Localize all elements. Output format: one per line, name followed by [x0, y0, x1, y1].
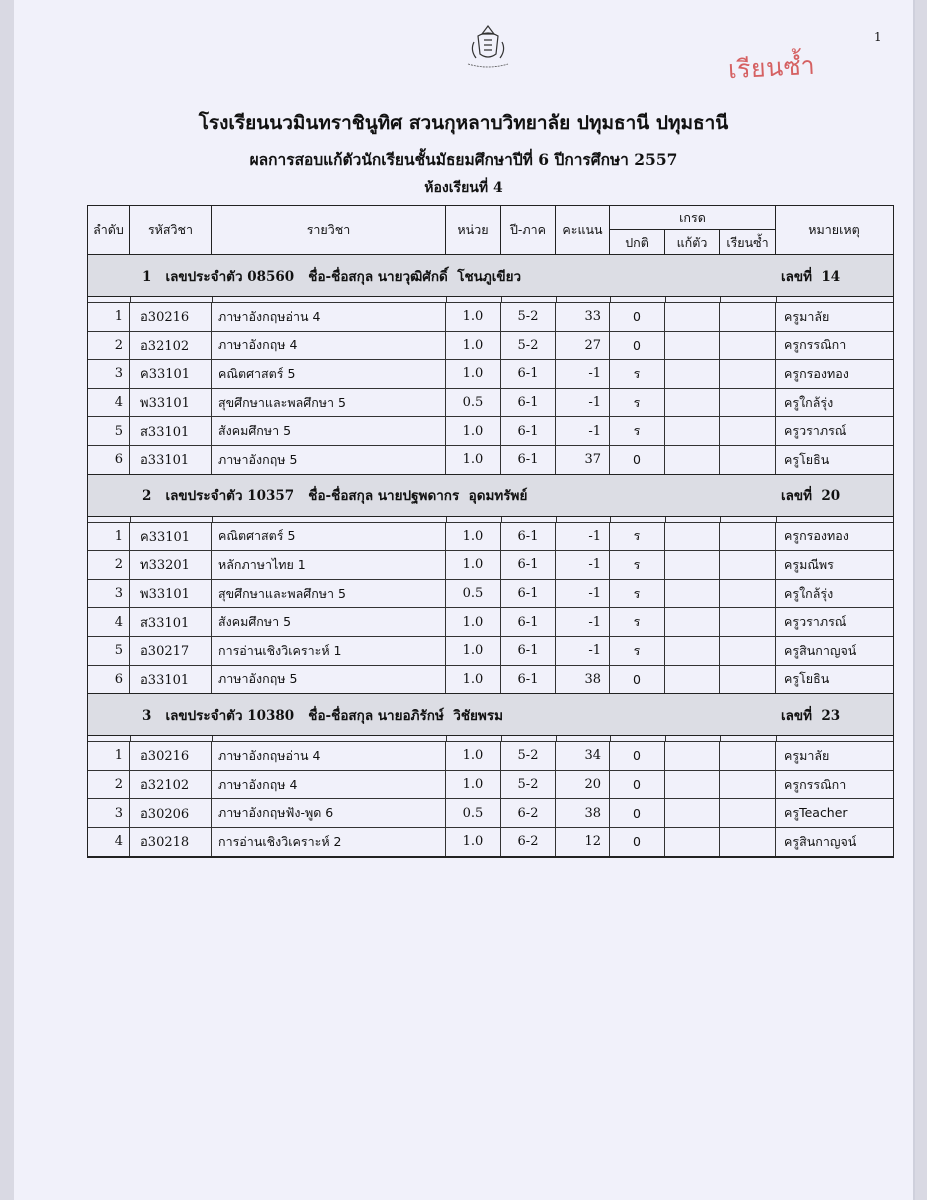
cell-score: 27: [556, 332, 610, 360]
cell-score: -1: [556, 417, 610, 445]
cell-normal: 0: [610, 771, 665, 799]
cell-retest: [665, 828, 720, 856]
cell-code: ส33101: [130, 417, 212, 445]
cell-normal: ร: [610, 523, 665, 551]
col-credit: หน่วย: [446, 206, 501, 254]
cell-retest: [665, 303, 720, 331]
cell-credit: 1.0: [446, 332, 501, 360]
student-header: [88, 475, 893, 517]
cell-repeat: [720, 332, 776, 360]
table-header: [88, 206, 893, 255]
cell-credit: 1.0: [446, 666, 501, 694]
cell-code: ค33101: [130, 360, 212, 388]
cell-subject: สังคมศึกษา 5: [212, 417, 446, 445]
cell-retest: [665, 551, 720, 579]
cell-score: -1: [556, 523, 610, 551]
student-header: [88, 255, 893, 297]
cell-remark: ครูมาลัย: [784, 747, 830, 763]
cell-retest: [665, 360, 720, 388]
col-remark: หมายเหตุ: [808, 222, 860, 237]
cell-credit: 1.0: [446, 608, 501, 636]
cell-remark: ครูโยธิน: [784, 451, 830, 467]
student-seat-number: เลขที่ 14: [781, 268, 841, 285]
cell-subject: คณิตศาสตร์ 5: [212, 360, 446, 388]
table-row: [88, 771, 893, 800]
cell-term: 6-1: [501, 446, 556, 474]
report-subtitle: ผลการสอบแก้ตัวนักเรียนชั้นมัธยมศึกษาปีที่ 6 ปีการศึกษา 2557: [249, 150, 678, 169]
room-label: ห้องเรียนที่ 4: [424, 180, 503, 196]
cell-subject: ภาษาอังกฤษอ่าน 4: [212, 742, 446, 770]
cell-normal: ร: [610, 417, 665, 445]
table-row: [88, 446, 893, 475]
cell-term: 5-2: [501, 771, 556, 799]
cell-score: 38: [556, 799, 610, 827]
cell-term: 6-1: [501, 637, 556, 665]
cell-remark: ครูสินกาญจน์: [784, 833, 857, 849]
col-grade-normal: ปกติ: [610, 230, 665, 255]
cell-code: อ30218: [130, 828, 212, 856]
cell-normal: ร: [610, 389, 665, 417]
cell-remark: ครูใกล้รุ่ง: [784, 585, 834, 601]
cell-retest: [665, 771, 720, 799]
cell-remark: ครูวราภรณ์: [784, 423, 847, 439]
cell-repeat: [720, 742, 776, 770]
cell-remark: ครูวราภรณ์: [784, 614, 847, 630]
cell-no: 3: [88, 580, 130, 608]
cell-remark: ครูกรองทอง: [784, 365, 849, 381]
cell-repeat: [720, 446, 776, 474]
table-row: [88, 742, 893, 771]
cell-credit: 1.0: [446, 771, 501, 799]
cell-retest: [665, 446, 720, 474]
student-seat-number: เลขที่ 23: [781, 707, 841, 724]
cell-score: -1: [556, 551, 610, 579]
cell-score: -1: [556, 580, 610, 608]
cell-credit: 1.0: [446, 637, 501, 665]
table-row: [88, 828, 893, 857]
cell-normal: ร: [610, 551, 665, 579]
school-name: โรงเรียนนวมินทราชินูทิศ สวนกุหลาบวิทยาลัย ปทุมธานี ปทุมธานี: [198, 112, 729, 134]
cell-repeat: [720, 637, 776, 665]
cell-normal: ร: [610, 580, 665, 608]
cell-code: พ33101: [130, 580, 212, 608]
cell-term: 6-1: [501, 666, 556, 694]
cell-retest: [665, 332, 720, 360]
cell-repeat: [720, 523, 776, 551]
cell-term: 6-1: [501, 417, 556, 445]
cell-score: 34: [556, 742, 610, 770]
cell-code: อ33101: [130, 446, 212, 474]
cell-subject: สุขศึกษาและพลศึกษา 5: [212, 389, 446, 417]
cell-repeat: [720, 828, 776, 856]
cell-code: พ33101: [130, 389, 212, 417]
student-info: 1 เลขประจำตัว 08560 ชื่อ-ชื่อสกุล นายวุฒิศักดิ์ โชนภูเขียว: [142, 268, 522, 285]
table-row: [88, 303, 893, 332]
cell-retest: [665, 608, 720, 636]
cell-code: ค33101: [130, 523, 212, 551]
cell-repeat: [720, 303, 776, 331]
cell-retest: [665, 742, 720, 770]
cell-code: อ32102: [130, 771, 212, 799]
table-row: [88, 608, 893, 637]
cell-repeat: [720, 389, 776, 417]
results-table: [87, 205, 894, 858]
cell-subject: ภาษาอังกฤษ 4: [212, 332, 446, 360]
cell-no: 3: [88, 360, 130, 388]
cell-code: อ30206: [130, 799, 212, 827]
col-grade-repeat: เรียนซ้ำ: [720, 230, 776, 255]
cell-term: 6-2: [501, 799, 556, 827]
student-seat-number: เลขที่ 20: [781, 488, 841, 505]
cell-no: 2: [88, 332, 130, 360]
cell-score: -1: [556, 360, 610, 388]
cell-subject: ภาษาอังกฤษ 5: [212, 666, 446, 694]
cell-term: 5-2: [501, 742, 556, 770]
cell-normal: 0: [610, 799, 665, 827]
cell-repeat: [720, 666, 776, 694]
page-number: 1: [874, 30, 882, 44]
cell-retest: [665, 523, 720, 551]
cell-code: อ33101: [130, 666, 212, 694]
cell-code: ท33201: [130, 551, 212, 579]
cell-repeat: [720, 799, 776, 827]
cell-subject: สังคมศึกษา 5: [212, 608, 446, 636]
cell-retest: [665, 637, 720, 665]
cell-term: 6-1: [501, 608, 556, 636]
cell-subject: คณิตศาสตร์ 5: [212, 523, 446, 551]
cell-repeat: [720, 580, 776, 608]
cell-normal: 0: [610, 446, 665, 474]
student-info: 3 เลขประจำตัว 10380 ชื่อ-ชื่อสกุล นายอภิรักษ์ วิชัยพรม: [142, 707, 503, 724]
table-row: [88, 799, 893, 828]
col-grade-retest: แก้ตัว: [665, 230, 720, 255]
table-row: [88, 637, 893, 666]
cell-subject: หลักภาษาไทย 1: [212, 551, 446, 579]
cell-normal: 0: [610, 666, 665, 694]
cell-credit: 1.0: [446, 446, 501, 474]
cell-remark: ครูสินกาญจน์: [784, 642, 857, 658]
cell-normal: ร: [610, 637, 665, 665]
table-row: [88, 523, 893, 552]
table-row: [88, 666, 893, 695]
col-subject: รายวิชา: [212, 206, 446, 254]
student-header: [88, 694, 893, 736]
cell-normal: 0: [610, 828, 665, 856]
cell-repeat: [720, 771, 776, 799]
cell-credit: 0.5: [446, 580, 501, 608]
cell-no: 1: [88, 523, 130, 551]
cell-score: -1: [556, 389, 610, 417]
cell-no: 5: [88, 417, 130, 445]
table-body: [88, 255, 893, 857]
cell-term: 6-1: [501, 580, 556, 608]
cell-credit: 1.0: [446, 417, 501, 445]
cell-retest: [665, 580, 720, 608]
cell-subject: ภาษาอังกฤษ 4: [212, 771, 446, 799]
col-score: คะแนน: [556, 206, 610, 254]
cell-term: 6-1: [501, 551, 556, 579]
school-seal-icon: [458, 20, 518, 72]
cell-repeat: [720, 360, 776, 388]
cell-no: 1: [88, 303, 130, 331]
cell-term: 6-1: [501, 389, 556, 417]
cell-retest: [665, 799, 720, 827]
cell-score: 33: [556, 303, 610, 331]
col-code: รหัสวิชา: [130, 206, 212, 254]
cell-credit: 1.0: [446, 303, 501, 331]
cell-credit: 1.0: [446, 360, 501, 388]
cell-no: 6: [88, 666, 130, 694]
cell-score: -1: [556, 608, 610, 636]
cell-no: 1: [88, 742, 130, 770]
cell-code: ส33101: [130, 608, 212, 636]
cell-code: อ30217: [130, 637, 212, 665]
cell-code: อ32102: [130, 332, 212, 360]
cell-normal: ร: [610, 360, 665, 388]
cell-subject: ภาษาอังกฤษฟัง-พูด 6: [212, 799, 446, 827]
cell-term: 6-1: [501, 360, 556, 388]
cell-repeat: [720, 608, 776, 636]
cell-remark: ครูโยธิน: [784, 671, 830, 687]
cell-no: 2: [88, 771, 130, 799]
cell-no: 4: [88, 828, 130, 856]
cell-remark: ครูกรรณิกา: [784, 337, 847, 353]
table-row: [88, 580, 893, 609]
cell-remark: ครูTeacher: [784, 805, 848, 821]
cell-term: 6-1: [501, 523, 556, 551]
cell-credit: 0.5: [446, 799, 501, 827]
cell-normal: 0: [610, 332, 665, 360]
col-order: ลำดับ: [88, 206, 130, 254]
cell-remark: ครูใกล้รุ่ง: [784, 394, 834, 410]
cell-normal: 0: [610, 742, 665, 770]
cell-score: 38: [556, 666, 610, 694]
cell-retest: [665, 666, 720, 694]
student-info: 2 เลขประจำตัว 10357 ชื่อ-ชื่อสกุล นายปฐพดากร อุดมทรัพย์: [142, 488, 528, 505]
table-row: [88, 360, 893, 389]
cell-no: 4: [88, 389, 130, 417]
cell-no: 6: [88, 446, 130, 474]
cell-retest: [665, 417, 720, 445]
cell-subject: ภาษาอังกฤษอ่าน 4: [212, 303, 446, 331]
cell-code: อ30216: [130, 303, 212, 331]
cell-subject: ภาษาอังกฤษ 5: [212, 446, 446, 474]
cell-score: 37: [556, 446, 610, 474]
cell-credit: 1.0: [446, 742, 501, 770]
cell-credit: 1.0: [446, 523, 501, 551]
cell-no: 5: [88, 637, 130, 665]
cell-subject: สุขศึกษาและพลศึกษา 5: [212, 580, 446, 608]
cell-subject: การอ่านเชิงวิเคราะห์ 2: [212, 828, 446, 856]
cell-no: 4: [88, 608, 130, 636]
table-row: [88, 332, 893, 361]
cell-no: 3: [88, 799, 130, 827]
cell-remark: ครูมณีพร: [784, 556, 834, 572]
cell-term: 5-2: [501, 332, 556, 360]
cell-normal: ร: [610, 608, 665, 636]
col-grade: เกรด: [610, 206, 776, 230]
cell-score: 20: [556, 771, 610, 799]
table-row: [88, 389, 893, 418]
cell-no: 2: [88, 551, 130, 579]
cell-score: -1: [556, 637, 610, 665]
cell-score: 12: [556, 828, 610, 856]
cell-retest: [665, 389, 720, 417]
cell-remark: ครูกรรณิกา: [784, 776, 847, 792]
cell-normal: 0: [610, 303, 665, 331]
cell-credit: 0.5: [446, 389, 501, 417]
cell-subject: การอ่านเชิงวิเคราะห์ 1: [212, 637, 446, 665]
table-row: [88, 551, 893, 580]
cell-remark: ครูมาลัย: [784, 308, 830, 324]
cell-credit: 1.0: [446, 551, 501, 579]
col-term: ปี-ภาค: [501, 206, 556, 254]
table-row: [88, 417, 893, 446]
cell-term: 6-2: [501, 828, 556, 856]
cell-repeat: [720, 417, 776, 445]
repeat-class-stamp: เรียนซ้ำ: [727, 50, 816, 85]
cell-credit: 1.0: [446, 828, 501, 856]
cell-remark: ครูกรองทอง: [784, 528, 849, 544]
cell-term: 5-2: [501, 303, 556, 331]
cell-code: อ30216: [130, 742, 212, 770]
cell-repeat: [720, 551, 776, 579]
